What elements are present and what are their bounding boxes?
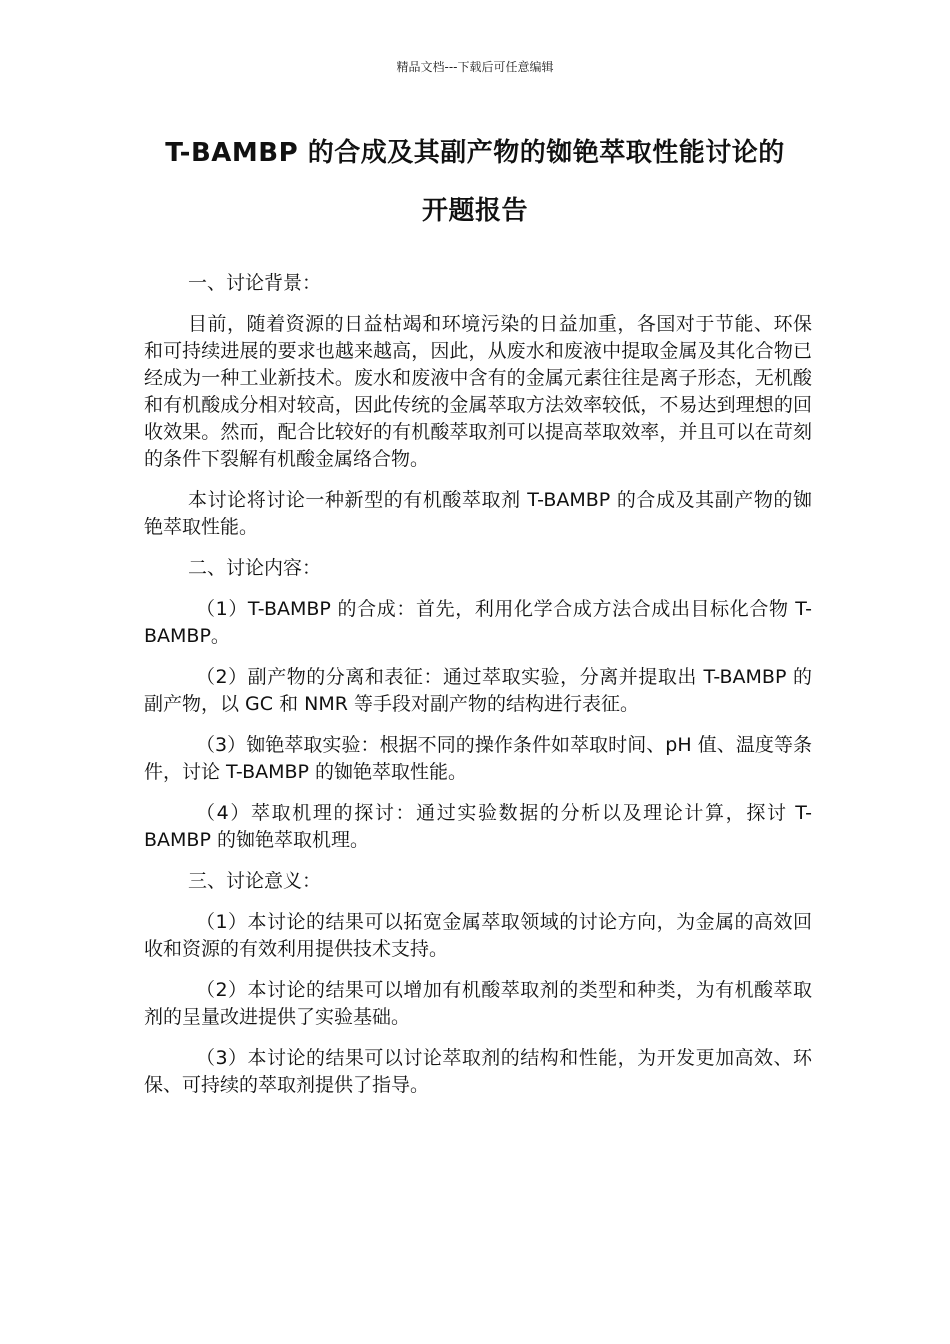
document-title-line-2: 开题报告 <box>421 196 528 226</box>
document-body <box>144 270 812 1113</box>
list-item: （1）T-BAMBP 的合成：首先，利用化学合成方法合成出目标化合物 T-BAMBP。 <box>144 598 812 647</box>
section-heading-content: 二、讨论内容： <box>188 557 322 579</box>
list-item: （1）本讨论的结果可以拓宽金属萃取领域的讨论方向，为金属的高效回收和资源的有效利用提供技术支持。 <box>144 911 812 960</box>
page-header: 精品文档---下载后可任意编辑 <box>396 60 554 74</box>
paragraph: 目前，随着资源的日益枯竭和环境污染的日益加重，各国对于节能、环保和可持续进展的要求也越来越高，因此，从废水和废液中提取金属及其化合物已经成为一种工业新技术。废水和废液中含有的金属元素往往是离子形态，无机酸和有机酸成分相对较高，因此传统的金属萃取方法效率较低，不易达到理想的回收效果。然而，配合比较好的有机酸萃取剂可以提高萃取效率，并且可以在苛刻的条件下裂解有机酸金属络合物。 <box>144 313 812 470</box>
section-heading-background: 一、讨论背景： <box>188 272 322 294</box>
paragraph: 本讨论将讨论一种新型的有机酸萃取剂 T-BAMBP 的合成及其副产物的铷铯萃取性能。 <box>144 489 812 538</box>
list-item: （3）铷铯萃取实验：根据不同的操作条件如萃取时间、pH 值、温度等条件，讨论 T-BAMBP 的铷铯萃取性能。 <box>144 734 812 783</box>
document-title-line-1: T-BAMBP 的合成及其副产物的铷铯萃取性能讨论的 <box>165 138 785 168</box>
list-item: （2）副产物的分离和表征：通过萃取实验，分离并提取出 T-BAMBP 的副产物，以 GC 和 NMR 等手段对副产物的结构进行表征。 <box>144 666 812 715</box>
list-item: （3）本讨论的结果可以讨论萃取剂的结构和性能，为开发更加高效、环保、可持续的萃取剂提供了指导。 <box>144 1047 812 1096</box>
section-heading-significance: 三、讨论意义： <box>188 870 322 892</box>
list-item: （2）本讨论的结果可以增加有机酸萃取剂的类型和种类，为有机酸萃取剂的呈量改进提供了实验基础。 <box>144 979 812 1028</box>
list-item: （4）萃取机理的探讨：通过实验数据的分析以及理论计算，探讨 T-BAMBP 的铷铯萃取机理。 <box>144 802 812 851</box>
